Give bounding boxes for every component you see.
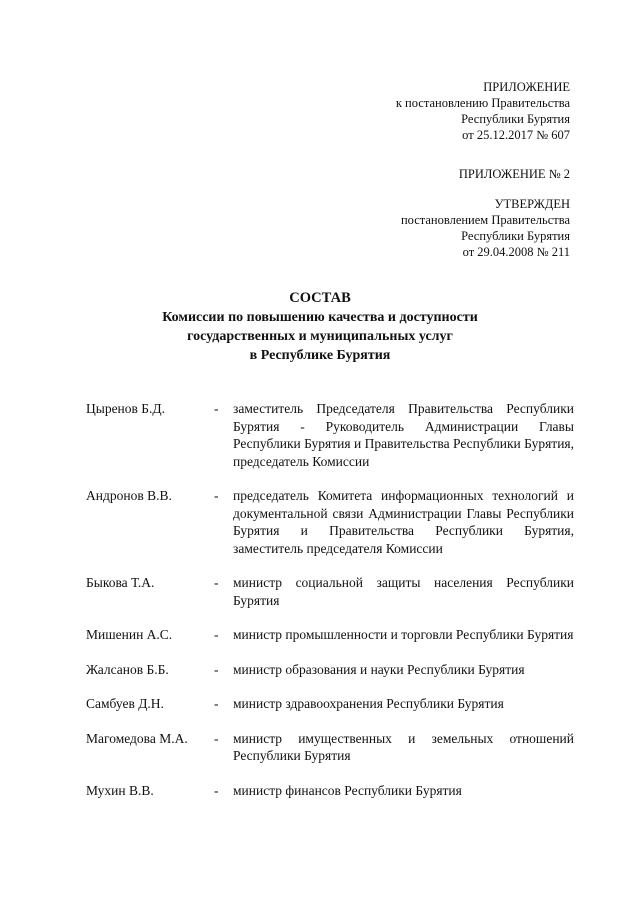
members-list <box>86 400 574 816</box>
approved-date-line: от 29.04.2008 № 211 <box>462 245 570 259</box>
member-role: председатель Комитета информационных технологий и документальной связи Администрации Главы Республики Бурятия и Правительства Республики Бурятия, заместитель председателя Комиссии <box>233 488 574 556</box>
appendix-2-label: ПРИЛОЖЕНИЕ № 2 <box>458 167 570 181</box>
member-role: министр имущественных и земельных отношений Республики Бурятия <box>233 730 574 763</box>
member-dash: - <box>214 488 219 503</box>
approved-resolution-line: постановлением Правительства <box>400 213 570 227</box>
member-dash: - <box>214 575 219 590</box>
appendix-label: ПРИЛОЖЕНИЕ <box>483 80 570 94</box>
appendix-header <box>396 79 570 143</box>
member-dash: - <box>214 401 219 416</box>
member-dash: - <box>214 696 219 711</box>
member-role: министр здравоохранения Республики Бурятия <box>233 696 504 711</box>
approved-header <box>401 196 570 260</box>
member-name: Мишенин А.С. <box>86 627 173 642</box>
member-role: министр социальной защиты населения Республики Бурятия <box>233 575 574 608</box>
member-row <box>86 574 574 609</box>
member-dash: - <box>214 730 219 746</box>
member-role: заместитель Председателя Правительства Республики Бурятия - Руководитель Администрации Главы Республики Бурятия и Правительства Республики Бурятия, председатель Комиссии <box>233 401 574 469</box>
title-main: СОСТАВ <box>289 290 351 306</box>
member-dash: - <box>214 627 219 642</box>
appendix-date-line: от 25.12.2017 № 607 <box>462 128 570 142</box>
member-name: Магомедова М.А. <box>86 730 188 746</box>
member-row <box>86 730 574 765</box>
document-title <box>0 289 640 365</box>
title-line-3: в Республике Бурятия <box>249 348 391 363</box>
member-row <box>86 782 574 800</box>
title-line-1: Комиссии по повышению качества и доступности <box>162 310 478 325</box>
approved-label: УТВЕРЖДЕН <box>494 197 570 211</box>
member-row <box>86 695 574 713</box>
member-row <box>86 661 574 679</box>
appendix-2-header <box>459 166 570 182</box>
member-row <box>86 487 574 557</box>
member-name: Жалсанов Б.Б. <box>86 661 169 677</box>
member-dash: - <box>214 782 219 798</box>
member-row <box>86 400 574 470</box>
member-role: министр промышленности и торговли Республики Бурятия <box>233 627 574 642</box>
member-row <box>86 626 574 644</box>
member-name: Мухин В.В. <box>86 782 154 798</box>
member-role: министр финансов Республики Бурятия <box>233 782 462 798</box>
member-role: министр образования и науки Республики Бурятия <box>233 661 525 677</box>
member-name: Андронов В.В. <box>86 488 172 503</box>
appendix-republic-line: Республики Бурятия <box>461 112 570 126</box>
member-name: Самбуев Д.Н. <box>86 696 164 711</box>
member-dash: - <box>214 661 219 677</box>
member-name: Цыренов Б.Д. <box>86 401 165 416</box>
appendix-resolution-line: к постановлению Правительства <box>395 96 570 110</box>
title-line-2: государственных и муниципальных услуг <box>187 329 453 344</box>
approved-republic-line: Республики Бурятия <box>461 229 570 243</box>
member-name: Быкова Т.А. <box>86 575 155 590</box>
